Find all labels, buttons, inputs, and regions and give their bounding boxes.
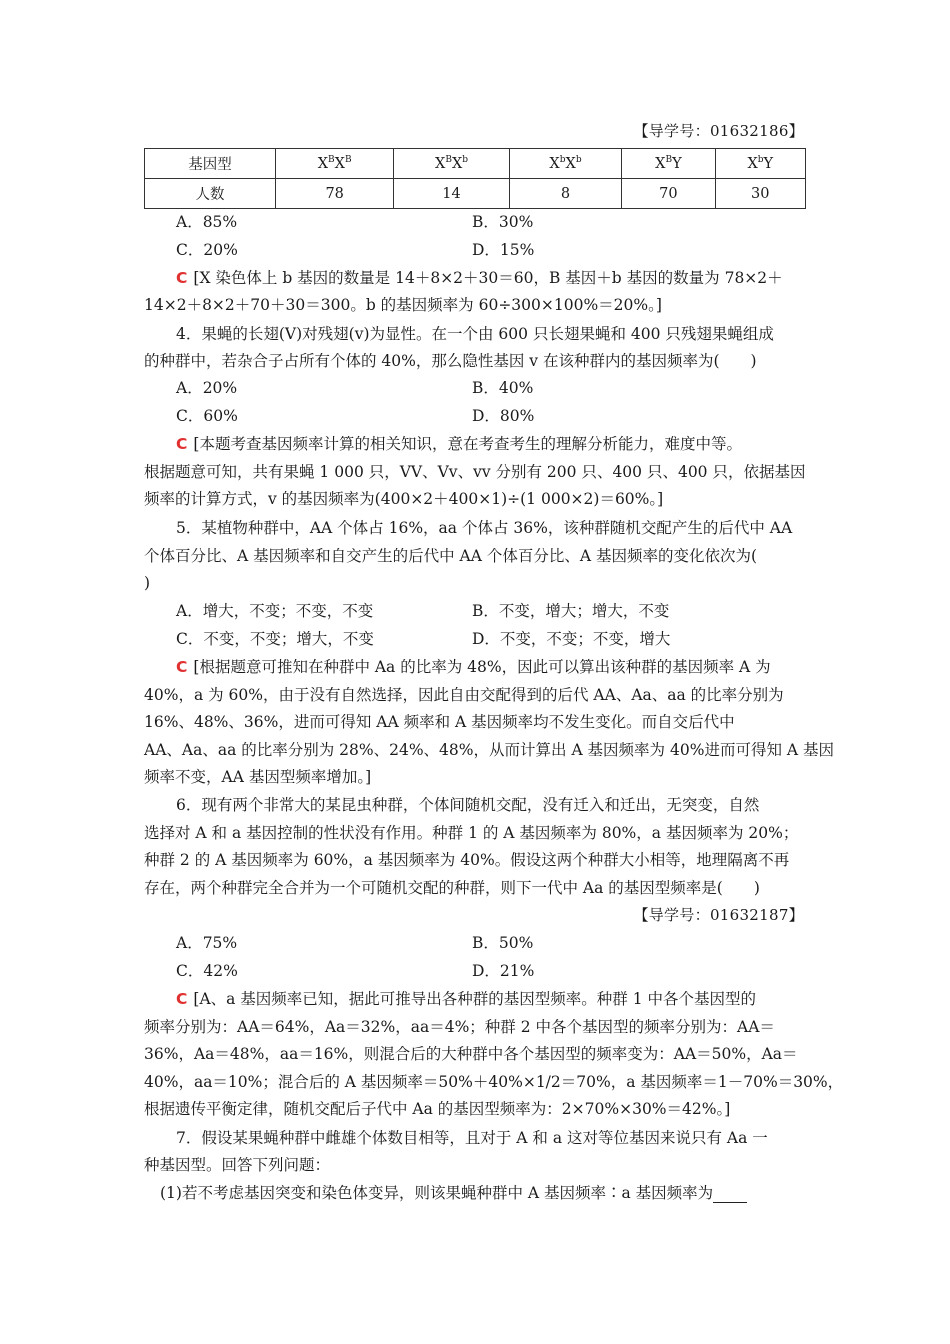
q4-explanation-line: C [本题考查基因频率计算的相关知识，意在考查考生的理解分析能力，难度中等。	[176, 435, 742, 453]
q6-stem: 种群 2 的 A 基因频率为 60%，a 基因频率为 40%。假设这两个种群大小相等，地理隔离不再	[144, 851, 790, 869]
q5-stem: 5．某植物种群中，AA 个体占 16%，aa 个体占 36%，该种群随机交配产生的后代中 AA	[176, 519, 793, 537]
q6-stem: 存在，两个种群完全合并为一个可随机交配的种群，则下一代中 Aa 的基因型频率是( )	[144, 879, 760, 897]
q5-answer: C	[176, 658, 188, 676]
table-cell: 8	[509, 179, 622, 209]
answer-blank[interactable]	[713, 1188, 747, 1203]
q4-explanation-line: 根据题意可知，共有果蝇 1 000 只，VV、Vv、vv 分别有 200 只、400 只、400 只，依据基因	[144, 463, 806, 481]
table-cell: 78	[276, 179, 394, 209]
q5-option-d: D．不变，不变；不变，增大	[472, 630, 671, 648]
table-cell: 30	[715, 179, 805, 209]
q5-option-a: A．增大，不变；不变，不变	[176, 602, 374, 620]
q5-explanation-line: 40%，a 为 60%，由于没有自然选择，因此自由交配得到的后代 AA、Aa、aa 的比率分别为	[144, 686, 784, 704]
genotype-XBY: $X^BY$	[622, 149, 715, 179]
q6-answer: C	[176, 990, 188, 1008]
study-number-ref: 【导学号：01632186】	[633, 122, 804, 140]
q6-option-c: C．42%	[176, 962, 238, 980]
q5-explanation-line: 16%、48%、36%，进而可得知 AA 频率和 A 基因频率均不发生变化。而自交后代中	[144, 713, 735, 731]
q6-explanation-line: 频率分别为：AA＝64%，Aa＝32%，aa＝4%；种群 2 中各个基因型的频率分别为：AA＝	[144, 1018, 775, 1036]
q4-option-a: A．20%	[176, 379, 238, 397]
q4-option-b: B．40%	[472, 379, 534, 397]
q7-subquestion-1: (1)若不考虑基因突变和染色体变异，则该果蝇种群中 A 基因频率∶a 基因频率为	[160, 1183, 747, 1203]
q5-explanation-line: 频率不变，AA 基因型频率增加。]	[144, 768, 372, 786]
q4-option-d: D．80%	[472, 407, 535, 425]
q3-option-d: D．15%	[472, 241, 535, 259]
q3-explanation-line: C [X 染色体上 b 基因的数量是 14＋8×2＋30＝60，B 基因＋b 基因的数量为 78×2＋	[176, 269, 783, 287]
q4-stem: 4．果蝇的长翅(V)对残翅(v)为显性。在一个由 600 只长翅果蝇和 400 只残翅果蝇组成	[176, 325, 774, 343]
q5-stem: )	[144, 574, 151, 592]
table-row-label: 人数	[145, 179, 276, 209]
q4-answer: C	[176, 435, 188, 453]
q7-stem: 种基因型。回答下列问题：	[144, 1156, 331, 1174]
q5-explanation-line: C [根据题意可推知在种群中 Aa 的比率为 48%，因此可以算出该种群的基因频率 A 为	[176, 658, 771, 676]
table-cell: 70	[622, 179, 715, 209]
table-header-label: 基因型	[145, 149, 276, 179]
q4-option-c: C．60%	[176, 407, 238, 425]
q3-explanation-line: 14×2＋8×2＋70＋30＝300。b 的基因频率为 60÷300×100%＝20%。]	[144, 296, 662, 314]
q3-option-c: C．20%	[176, 241, 238, 259]
table-cell: 14	[394, 179, 509, 209]
q6-explanation-line: 40%，aa＝10%；混合后的 A 基因频率＝50%＋40%×1/2＝70%，a 基因频率＝1－70%＝30%，	[144, 1073, 844, 1091]
q3-option-a: A．85%	[176, 213, 238, 231]
q5-option-c: C．不变，不变；增大，不变	[176, 630, 374, 648]
genotype-XbXb: $X^bX^b$	[509, 149, 622, 179]
q3-answer: C	[176, 269, 188, 287]
table-row	[145, 149, 806, 179]
q5-option-b: B．不变，增大；增大，不变	[472, 602, 670, 620]
q7-stem: 7．假设某果蝇种群中雌雄个体数目相等，且对于 A 和 a 这对等位基因来说只有 Aa 一	[176, 1129, 768, 1147]
q6-option-a: A．75%	[176, 934, 238, 952]
genotype-XBXB: $X^BX^B$	[276, 149, 394, 179]
q4-stem: 的种群中，若杂合子占所有个体的 40%，那么隐性基因 v 在该种群内的基因频率为( )	[144, 352, 757, 370]
q6-explanation-line: 36%，Aa＝48%，aa＝16%，则混合后的大种群中各个基因型的频率变为：AA＝50%，Aa＝	[144, 1045, 798, 1063]
genotype-table	[144, 148, 806, 209]
q6-stem: 6．现有两个非常大的某昆虫种群，个体间随机交配，没有迁入和迁出，无突变，自然	[176, 796, 760, 814]
genotype-XbY: $X^bY$	[715, 149, 805, 179]
q5-explanation-line: AA、Aa、aa 的比率分别为 28%、24%、48%，从而计算出 A 基因频率为 40%进而可得知 A 基因	[144, 741, 834, 759]
q6-explanation-line: 根据遗传平衡定律，随机交配后子代中 Aa 的基因型频率为：2×70%×30%＝42%。]	[144, 1100, 731, 1118]
q5-stem: 个体百分比、A 基因频率和自交产生的后代中 AA 个体百分比、A 基因频率的变化依次为(	[144, 547, 758, 565]
genotype-XBXb: $X^BX^b$	[394, 149, 509, 179]
q3-option-b: B．30%	[472, 213, 534, 231]
q6-option-b: B．50%	[472, 934, 534, 952]
q6-explanation-line: C [A、a 基因频率已知，据此可推导出各种群的基因型频率。种群 1 中各个基因型的	[176, 990, 757, 1008]
table-row	[145, 179, 806, 209]
q6-option-d: D．21%	[472, 962, 535, 980]
study-number-ref: 【导学号：01632187】	[633, 906, 804, 924]
q4-explanation-line: 频率的计算方式，v 的基因频率为(400×2＋400×1)÷(1 000×2)＝60%。]	[144, 490, 664, 508]
q6-stem: 选择对 A 和 a 基因控制的性状没有作用。种群 1 的 A 基因频率为 80%，a 基因频率为 20%；	[144, 824, 799, 842]
